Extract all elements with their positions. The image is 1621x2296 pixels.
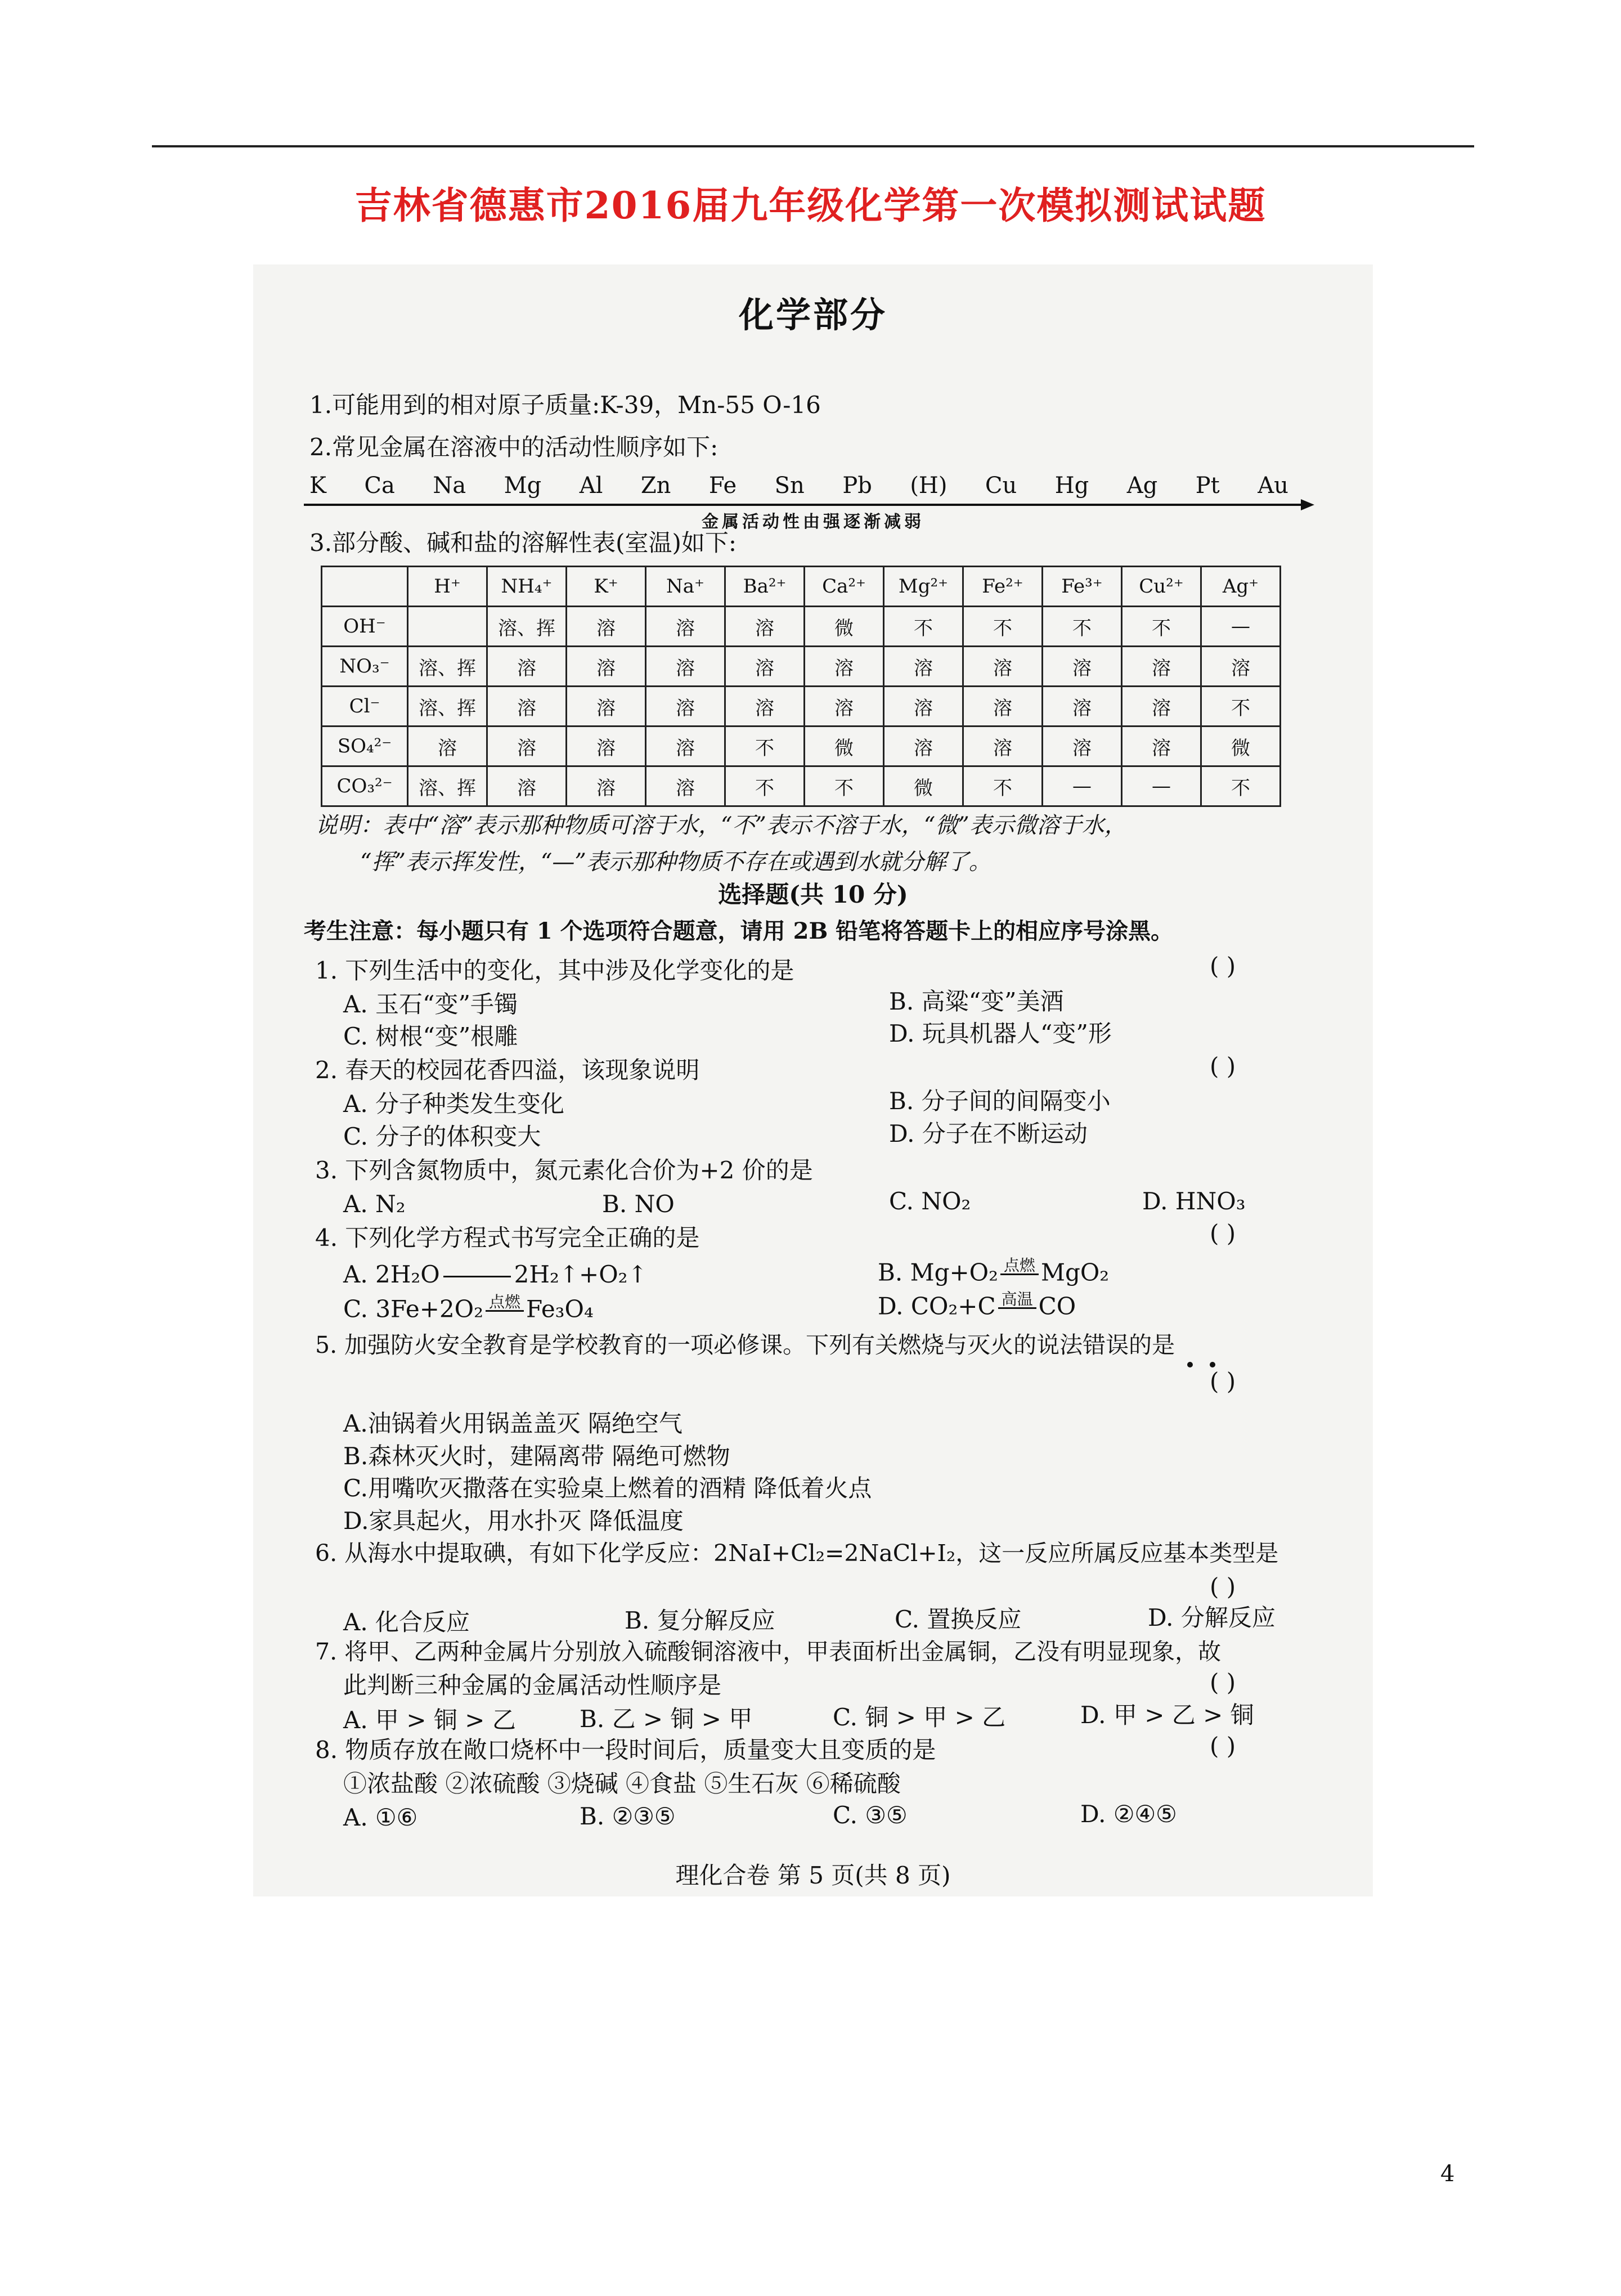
page-number: 4 [1440,2161,1455,2187]
q7-answer-bracket: ( ) [1210,1669,1236,1696]
metal-symbol: Zn [640,473,671,499]
cation-header: Fe²⁺ [963,567,1043,607]
table-cell: 不 [805,766,884,806]
q7-option-c: C. 铜 > 甲 > 乙 [833,1703,1006,1731]
metal-symbol: Cu [985,473,1017,499]
q1-option-b: B. 高粱“变”美酒 [889,988,1064,1015]
reaction-condition: 点燃 [1000,1258,1039,1291]
exam-page-footer: 理化合卷 第 5 页(共 8 页) [675,1862,951,1889]
anion-header: SO₄²⁻ [322,727,408,766]
table-row [322,647,1281,687]
q1-option-a: A. 玉石“变”手镯 [343,990,518,1018]
table-cell: 溶 [884,727,963,766]
table-cell: 溶、挥 [487,607,567,647]
document-title: 吉林省德惠市2016届九年级化学第一次模拟测试试题 [354,183,1267,227]
table-cell: 不 [963,607,1043,647]
reaction-condition: 高温 [998,1292,1036,1325]
emphasis-dot [1187,1362,1193,1367]
q7-option-b: B. 乙 > 铜 > 甲 [580,1705,753,1733]
table-cell: 不 [1122,607,1201,647]
q1-option-d: D. 玩具机器人“变”形 [889,1020,1112,1047]
q7-stem-line-2: 此判断三种金属的金属活动性顺序是 [343,1671,722,1699]
q8-option-d: D. ②④⑤ [1080,1800,1177,1828]
table-cell: 溶、挥 [408,647,487,687]
metal-symbol: Ca [364,473,395,499]
q4-c-products: Fe₃O₄ [526,1295,594,1323]
table-cell: 溶 [1043,687,1122,727]
table-cell: 微 [805,727,884,766]
table-cell: 溶 [646,766,725,806]
q4-c-reactants: C. 3Fe+2O₂ [343,1295,483,1323]
q2-option-c: C. 分子的体积变大 [343,1123,541,1150]
info-line-3: 3.部分酸、碱和盐的溶解性表(室温)如下: [309,529,737,557]
cation-header: H⁺ [408,567,487,607]
table-cell: 微 [805,607,884,647]
metal-symbol: (H) [910,473,948,499]
q2-option-d: D. 分子在不断运动 [889,1120,1088,1147]
table-cell: 微 [1201,727,1281,766]
table-cell: 溶 [1122,687,1201,727]
scanned-exam-page [253,264,1373,1896]
anion-header: CO₃²⁻ [322,766,408,806]
q4-a-reactants: A. 2H₂O [343,1261,440,1288]
q1-stem: 1. 下列生活中的变化，其中涉及化学变化的是 [315,957,794,984]
info-line-2: 2.常见金属在溶液中的活动性顺序如下: [309,433,719,461]
table-cell: 溶 [805,687,884,727]
q4-b-products: MgO₂ [1040,1258,1110,1286]
table-row [322,687,1281,727]
q3-stem: 3. 下列含氮物质中，氮元素化合价为+2 价的是 [315,1156,813,1184]
table-cell: 溶 [1122,647,1201,687]
table-cell: — [1201,607,1281,647]
table-cell: 溶 [884,647,963,687]
q4-d-products: CO [1038,1292,1076,1320]
table-cell: 溶 [963,727,1043,766]
table-cell: 不 [1201,687,1281,727]
table-cell: 不 [725,727,805,766]
q1-answer-bracket: ( ) [1210,952,1236,980]
table-header-row [322,567,1281,607]
table-cell: 不 [884,607,963,647]
table-cell: 溶 [567,647,646,687]
table-cell: 溶 [725,647,805,687]
cation-header: Na⁺ [646,567,725,607]
table-cell: 溶 [884,687,963,727]
table-row [322,607,1281,647]
table-cell: 溶 [646,607,725,647]
table-cell: 溶 [567,687,646,727]
q7-option-d: D. 甲 > 乙 > 铜 [1080,1701,1254,1729]
table-corner-cell [322,567,408,607]
q3-option-b: B. NO [602,1190,675,1218]
q4-option-d [878,1292,1076,1325]
table-cell: 不 [1043,607,1122,647]
q3-option-d: D. HNO₃ [1142,1187,1246,1215]
metal-symbol: Fe [708,473,737,499]
q5-option-a: A.油锅着火用锅盖盖灭 隔绝空气 [343,1410,683,1437]
q8-option-b: B. ②③⑤ [580,1802,676,1830]
table-row [322,766,1281,806]
table-cell: 溶 [725,607,805,647]
q4-option-a [343,1261,648,1289]
table-cell: 溶 [805,647,884,687]
q5-option-d: D.家具起火，用水扑灭 降低温度 [343,1507,684,1535]
top-rule [152,145,1474,147]
table-cell: 溶 [646,687,725,727]
q2-stem: 2. 春天的校园花香四溢，该现象说明 [315,1056,700,1084]
metal-symbol: Ag [1126,473,1158,499]
info-line-1: 1.可能用到的相对原子质量:K-39，Mn-55 O-16 [309,391,821,419]
q6-option-d: D. 分解反应 [1148,1604,1276,1631]
anion-header: Cl⁻ [322,687,408,727]
table-cell: 溶 [567,727,646,766]
q3-option-c: C. NO₂ [889,1187,971,1215]
q4-option-b [878,1258,1109,1291]
metal-symbol: K [309,473,326,499]
cation-header: Fe³⁺ [1043,567,1122,607]
table-cell: — [1122,766,1201,806]
solubility-table [321,566,1281,807]
metal-symbol: Al [579,473,603,499]
q4-option-c [343,1294,594,1328]
table-cell: 溶 [1043,727,1122,766]
table-cell: 不 [725,766,805,806]
cation-header: Cu²⁺ [1122,567,1201,607]
q6-answer-bracket: ( ) [1210,1573,1236,1600]
cation-header: Ba²⁺ [725,567,805,607]
metal-symbol: Au [1258,473,1288,499]
anion-header: OH⁻ [322,607,408,647]
q6-option-a: A. 化合反应 [343,1608,470,1636]
table-note-line-1: 说明：表中“溶”表示那种物质可溶于水，“不”表示不溶于水，“微”表示微溶于水， [315,813,1127,838]
table-cell: 溶 [963,647,1043,687]
metal-symbol: Sn [774,473,805,499]
q8-stem: 8. 物质存放在敞口烧杯中一段时间后，质量变大且变质的是 [315,1736,936,1764]
table-row [322,727,1281,766]
table-cell: 溶 [487,766,567,806]
cation-header: K⁺ [567,567,646,607]
table-cell: 溶 [725,687,805,727]
metal-activity-caption: 金属活动性由强逐渐减弱 [702,512,924,532]
q2-option-a: A. 分子种类发生变化 [343,1090,565,1118]
table-cell: 溶 [567,766,646,806]
q7-option-a: A. 甲 > 铜 > 乙 [343,1706,516,1734]
metal-symbol: Mg [504,473,542,499]
cation-header: Mg²⁺ [884,567,963,607]
table-cell: 溶 [1043,647,1122,687]
metal-symbol: Pt [1195,473,1220,499]
table-cell: 溶 [646,727,725,766]
q4-answer-bracket: ( ) [1210,1219,1236,1247]
table-cell: 溶 [487,647,567,687]
table-cell: 溶 [1201,647,1281,687]
equation-bar [443,1276,511,1277]
q3-option-a: A. N₂ [343,1190,406,1218]
activity-arrow [304,504,1311,506]
emphasis-dot [1210,1362,1215,1367]
table-cell: 溶 [408,727,487,766]
mc-section-header: 选择题(共 10 分) [718,881,908,908]
q2-answer-bracket: ( ) [1210,1052,1236,1080]
cation-header: Ca²⁺ [805,567,884,607]
table-cell: 不 [1201,766,1281,806]
q6-stem: 6. 从海水中提取碘，有如下化学反应：2NaI+Cl₂=2NaCl+I₂，这一反应所属反应基本类型是 [315,1540,1279,1567]
q5-option-c: C.用嘴吹灭撒落在实验桌上燃着的酒精 降低着火点 [343,1474,872,1502]
metal-symbol: Hg [1054,473,1089,499]
student-instruction: 考生注意：每小题只有 1 个选项符合题意，请用 2B 铅笔将答题卡上的相应序号涂黑。 [304,918,1174,944]
table-cell [408,607,487,647]
cation-header: NH₄⁺ [487,567,567,607]
q8-answer-bracket: ( ) [1210,1732,1236,1760]
metal-symbol: Pb [842,473,872,499]
q1-option-c: C. 树根“变”根雕 [343,1023,518,1050]
q5-option-b: B.森林灭火时，建隔离带 隔绝可燃物 [343,1442,730,1470]
q5-stem: 5. 加强防火安全教育是学校教育的一项必修课。下列有关燃烧与灭火的说法错误的是 [315,1331,1175,1358]
q4-d-reactants: D. CO₂+C [878,1292,996,1320]
q8-items: ①浓盐酸 ②浓硫酸 ③烧碱 ④食盐 ⑤生石灰 ⑥稀硫酸 [343,1770,901,1797]
table-cell: 溶 [487,687,567,727]
metal-activity-series [309,473,1288,499]
q5-answer-bracket: ( ) [1210,1367,1236,1395]
section-title: 化学部分 [738,294,887,335]
table-note-line-2: “挥”表示挥发性，“—”表示那种物质不存在或遇到水就分解了。 [360,849,991,875]
table-cell: 不 [963,766,1043,806]
cation-header: Ag⁺ [1201,567,1281,607]
q4-b-reactants: B. Mg+O₂ [878,1258,998,1286]
table-cell: 溶 [963,687,1043,727]
q6-option-b: B. 复分解反应 [625,1607,775,1634]
table-cell: 溶 [1122,727,1201,766]
table-cell: 溶 [487,727,567,766]
q8-option-a: A. ①⑥ [343,1804,418,1831]
q7-stem-line-1: 7. 将甲、乙两种金属片分别放入硫酸铜溶液中，甲表面析出金属铜，乙没有明显现象，故 [315,1638,1222,1665]
q8-option-c: C. ③⑤ [833,1801,908,1829]
table-cell: 溶 [646,647,725,687]
table-cell: 溶、挥 [408,687,487,727]
table-cell: 微 [884,766,963,806]
q2-option-b: B. 分子间的间隔变小 [889,1087,1111,1115]
table-cell: — [1043,766,1122,806]
q6-option-c: C. 置换反应 [895,1606,1022,1633]
reaction-condition: 点燃 [486,1294,524,1328]
anion-header: NO₃⁻ [322,647,408,687]
table-cell: 溶、挥 [408,766,487,806]
metal-symbol: Na [433,473,466,499]
table-cell: 溶 [567,607,646,647]
q4-stem: 4. 下列化学方程式书写完全正确的是 [315,1224,700,1252]
q4-a-products: 2H₂↑+O₂↑ [514,1261,648,1288]
